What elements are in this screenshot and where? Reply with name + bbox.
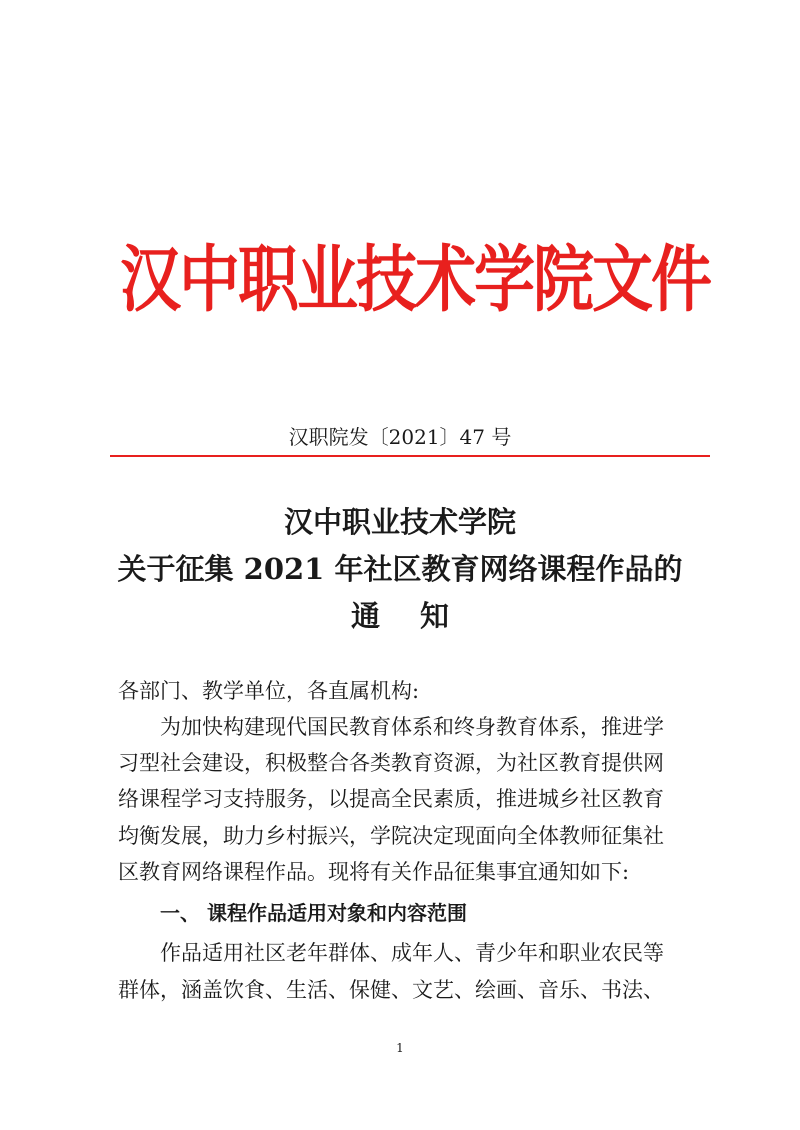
section-1-heading: 一、 课程作品适用对象和内容范围 — [160, 901, 467, 925]
paragraph-1-line-1: 为加快构建现代国民教育体系和终身教育体系，推进学 — [118, 715, 664, 739]
paragraph-1-line-5: 区教育网络课程作品。现将有关作品征集事宜通知如下: — [118, 860, 630, 884]
title-char-tong: 通 — [350, 599, 380, 633]
title-line-3 — [100, 596, 700, 636]
document-masthead: 汉中职业技术学院文件 — [120, 238, 711, 323]
title-line-1: 汉中职业技术学院 — [283, 505, 516, 539]
paragraph-1-line-2: 习型社会建设，积极整合各类教育资源，为社区教育提供网 — [118, 751, 664, 775]
red-divider-rule — [110, 455, 710, 457]
title-line-2: 关于征集 2021 年社区教育网络课程作品的 — [117, 552, 683, 586]
paragraph-2-line-2: 群体，涵盖饮食、生活、保健、文艺、绘画、音乐、书法、 — [118, 978, 664, 1002]
page-number: 1 — [396, 1041, 404, 1055]
paragraph-2-line-1: 作品适用社区老年群体、成年人、青少年和职业农民等 — [118, 941, 664, 965]
document-number: 汉职院发〔2021〕47 号 — [288, 425, 512, 449]
paragraph-1-line-4: 均衡发展，助力乡村振兴，学院决定现面向全体教师征集社 — [118, 824, 664, 848]
paragraph-1-line-3: 络课程学习支持服务，以提高全民素质，推进城乡社区教育 — [118, 787, 664, 811]
salutation: 各部门、教学单位，各直属机构: — [118, 679, 420, 703]
title-char-zhi: 知 — [420, 599, 450, 633]
